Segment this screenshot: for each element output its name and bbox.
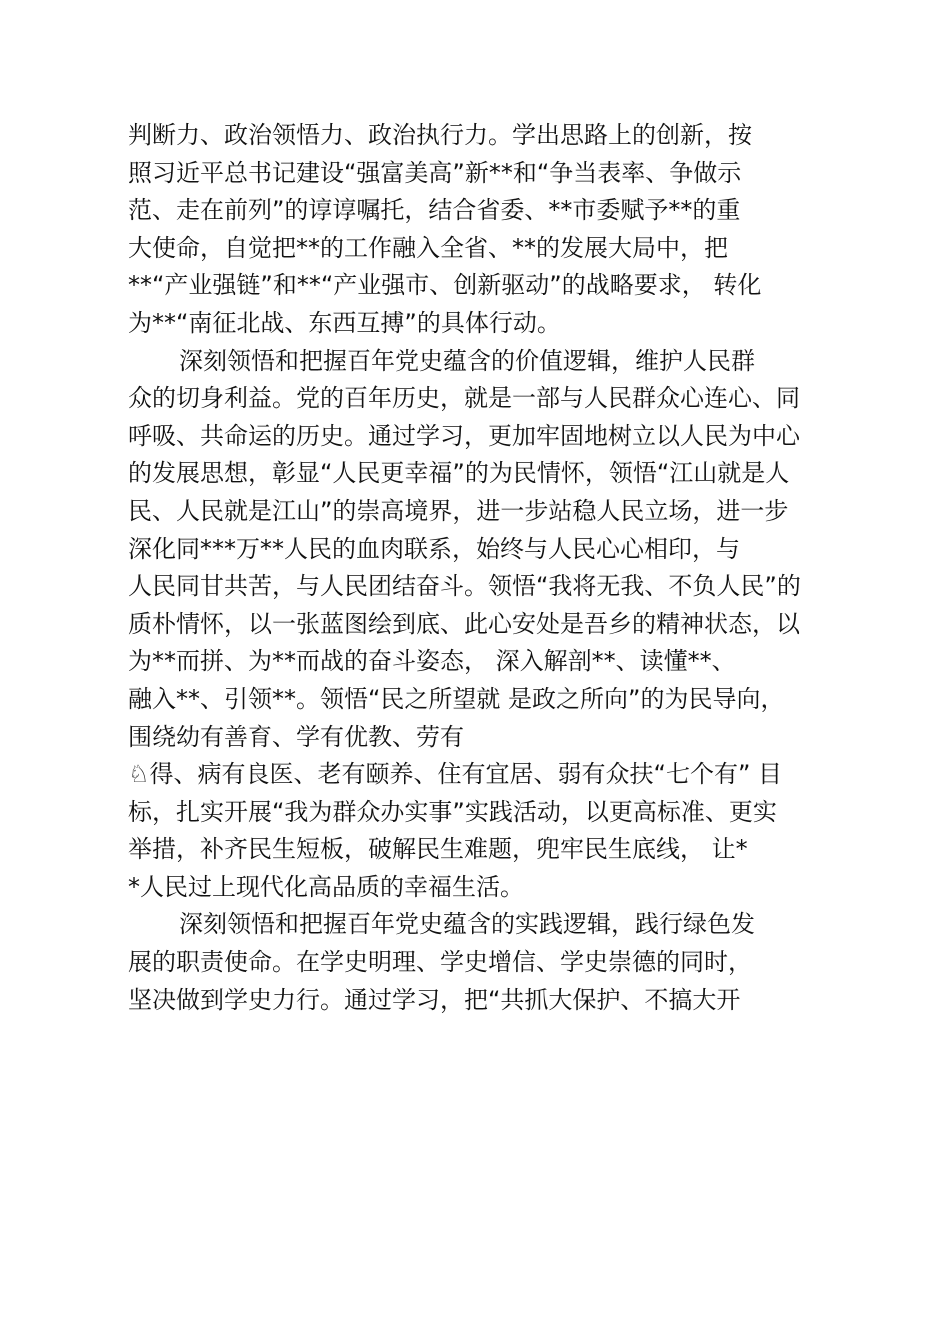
text-line: 大使命，自觉把**的工作融入全省、**的发展大局中，把 — [128, 233, 728, 262]
text-line: 众的切身利益。党的百年历史，就是一部与人民群众心连心、同 — [128, 384, 800, 413]
text-line: 质朴情怀，以一张蓝图绘到底、此心安处是吾乡的精神状态，以 — [128, 609, 800, 638]
text-line: 照习近平总书记建设“强富美高”新**和“争当表率、争做示 — [128, 158, 742, 187]
text-line: 举措，补齐民生短板，破解民生难题，兜牢民生底线， 让* — [128, 835, 748, 864]
text-line: **“产业强链”和**“产业强市、创新驱动”的战略要求， 转化 — [128, 271, 762, 300]
text-line: 融入**、引领**。领悟“民之所望就 是政之所向”的为民导向， — [128, 684, 785, 713]
text-line: 范、走在前列”的谆谆嘱托，结合省委、**市委赋予**的重 — [128, 196, 741, 225]
paragraph-start-line: 深刻领悟和把握百年党史蕴含的价值逻辑，维护人民群 — [179, 346, 755, 375]
text-line: ♘得、病有良医、老有颐养、住有宜居、弱有众扶“七个有” 目 — [128, 760, 783, 789]
body-text — [128, 117, 858, 1019]
text-line: 人民同甘共苦，与人民团结奋斗。领悟“我将无我、不负人民”的 — [128, 572, 801, 601]
text-line: 呼吸、共命运的历史。通过学习，更加牢固地树立以人民为中心 — [128, 421, 800, 450]
text-line: 标，扎实开展“我为群众办实事”实践活动，以更高标准、更实 — [128, 797, 777, 826]
text-line: 为**“南征北战、东西互搏”的具体行动。 — [128, 308, 561, 337]
text-line: 判断力、政治领悟力、政治执行力。学出思路上的创新，按 — [128, 121, 752, 149]
text-line: 为**而拼、为**而战的奋斗姿态， 深入解剖**、读懂**、 — [128, 647, 736, 676]
text-line: *人民过上现代化高品质的幸福生活。 — [128, 872, 524, 901]
text-line: 民、人民就是江山”的崇高境界，进一步站稳人民立场，进一步 — [128, 496, 789, 525]
text-line: 坚决做到学史力行。通过学习，把“共抓大保护、不搞大开 — [128, 985, 741, 1014]
text-line: 围绕幼有善育、学有优教、劳有 — [128, 722, 464, 751]
text-line: 的发展思想，彰显“人民更幸福”的为民情怀，领悟“江山就是人 — [128, 459, 790, 488]
text-line: 展的职责使命。在学史明理、学史增信、学史崇德的同时， — [128, 948, 752, 977]
text-line: 深化同***万**人民的血肉联系，始终与人民心心相印，与 — [128, 534, 740, 563]
paragraph-start-line: 深刻领悟和把握百年党史蕴含的实践逻辑，践行绿色发 — [179, 910, 755, 939]
